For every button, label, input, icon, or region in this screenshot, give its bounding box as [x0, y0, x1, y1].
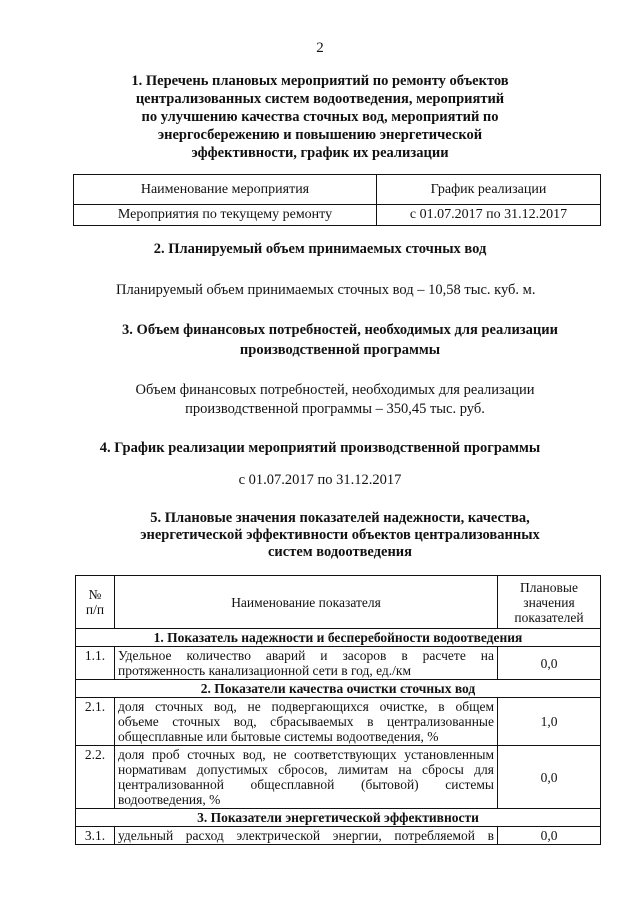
schedule-cell: с 01.07.2017 по 31.12.2017 [377, 205, 601, 226]
group-header-row [76, 629, 601, 647]
section-3-text: Объем финансовых потребностей, необходимых для реализации производственной программы – 350,45 тыс. руб. [135, 382, 535, 417]
activity-cell: Мероприятия по текущему ремонту [74, 205, 377, 226]
section-3-title: 3. Объем финансовых потребностей, необходимых для реализации производственной программы [122, 322, 558, 358]
section-4-text: с 01.07.2017 по 31.12.2017 [238, 472, 402, 488]
indicator-value: 0,0 [498, 827, 601, 845]
section-5-title: 5. Плановые значения показателей надежности, качества, энергетической эффективности объектов централизованных систем водоотведения [140, 510, 540, 560]
indicator-value: 0,0 [498, 647, 601, 680]
section-1-title: 1. Перечень плановых мероприятий по ремонту объектов централизованных систем водоотведения, мероприятий по улучшению качества сточных вод, мероприятий по энергосбережению и повышению энергетической эффективности, график их реализации [131, 73, 509, 161]
group-title: 3. Показатели энергетической эффективности [76, 809, 601, 827]
indicators-table [75, 575, 601, 845]
row-number: 2.1. [76, 698, 115, 746]
column-header-indicator: Наименование показателя [115, 576, 498, 629]
indicator-value: 0,0 [498, 746, 601, 809]
indicator-name: доля проб сточных вод, не соответствующих установленным нормативам допустимых сбросов, лимитам на сбросы для централизованной общесплавной (бытовой) системы водоотведения, % [115, 746, 498, 809]
page-number: 2 [316, 40, 324, 56]
row-number: 3.1. [76, 827, 115, 845]
activities-schedule-table [73, 174, 601, 226]
group-header-row [76, 809, 601, 827]
group-header-row [76, 680, 601, 698]
column-header-number: № п/п [76, 576, 115, 629]
table-row [74, 205, 601, 226]
section-2-text: Планируемый объем принимаемых сточных вод – 10,58 тыс. куб. м. [116, 282, 536, 298]
table-row [76, 827, 601, 845]
section-4-title: 4. График реализации мероприятий производственной программы [99, 440, 541, 456]
table-header-row [76, 576, 601, 629]
indicator-name: Удельное количество аварий и засоров в расчете на протяженность канализационной сети в год, ед./км [115, 647, 498, 680]
group-title: 2. Показатели качества очистки сточных вод [76, 680, 601, 698]
column-header-schedule: График реализации [377, 175, 601, 205]
indicator-value: 1,0 [498, 698, 601, 746]
indicator-name: удельный расход электрической энергии, потребляемой в [115, 827, 498, 845]
table-row [76, 698, 601, 746]
group-title: 1. Показатель надежности и бесперебойности водоотведения [76, 629, 601, 647]
section-2-title: 2. Планируемый объем принимаемых сточных вод [153, 241, 487, 257]
column-header-activity: Наименование мероприятия [74, 175, 377, 205]
table-row [76, 746, 601, 809]
row-number: 2.2. [76, 746, 115, 809]
table-row [76, 647, 601, 680]
row-number: 1.1. [76, 647, 115, 680]
column-header-value: Плановые значения показателей [498, 576, 601, 629]
table-header-row [74, 175, 601, 205]
indicator-name: доля сточных вод, не подвергающихся очистке, в общем объеме сточных вод, сбрасываемых в централизованные общесплавные или бытовые системы водоотведения, % [115, 698, 498, 746]
